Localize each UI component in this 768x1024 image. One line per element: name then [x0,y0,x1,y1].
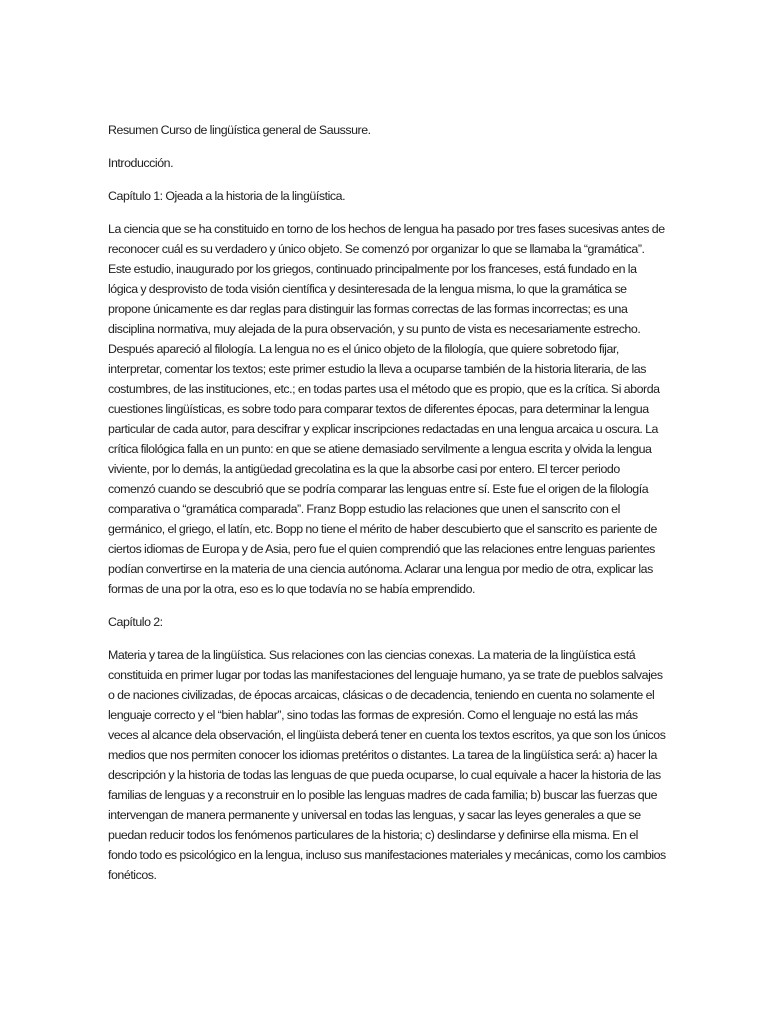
document-title: Resumen Curso de lingüística general de Saussure. [108,123,371,137]
chapter-2-paragraph: Materia y tarea de la lingüística. Sus relaciones con las ciencias conexas. La materia de la lingüística está constituida en primer lugar por todas las manifestaciones del lenguaje humano, ya se trate de pueblos salvajes o de naciones civilizadas, de épocas arcaicas, clásicas o de decadencia, teniendo en cuenta no solamente el lenguaje correcto y el “bien hablar”, sino todas las formas de expresión. Como el lenguaje no está las más veces al alcance dela observación, el lingüista deberá tener en cuenta los textos escritos, ya que son los únicos medios que nos permiten conocer los idiomas pretéritos o distantes. La tarea de la lingüística será: a) hacer la descripción y la historia de todas las lenguas de que pueda ocuparse, lo cual equivale a hacer la historia de las familias de lenguas y a reconstruir en lo posible las lenguas madres de cada familia; b) buscar las fuerzas que intervengan de manera permanente y universal en todas las lenguas, y sacar las leyes generales a que se puedan reducir todos los fenómenos particulares de la historia; c) deslindarse y definirse ella misma. En el fondo todo es psicológico en la lengua, incluso sus manifestaciones materiales y mecánicas, como los cambios fonéticos. [108,648,666,882]
chapter-1-heading: Capítulo 1: Ojeada a la historia de la lingüística. [108,189,346,203]
chapter-1-paragraph: La ciencia que se ha constituido en torno de los hechos de lengua ha pasado por tres fases sucesivas antes de reconocer cuál es su verdadero y único objeto. Se comenzó por organizar lo que se llamaba la “gramática”. Este estudio, inaugurado por los griegos, continuado principalmente por los franceses, está fundado en la lógica y desprovisto de toda visión científica y desinteresada de la lengua misma, lo que la gramática se propone únicamente es dar reglas para distinguir las formas correctas de las formas incorrectas; es una disciplina normativa, muy alejada de la pura observación, y su punto de vista es necesariamente estrecho. Después apareció al filología. La lengua no es el único objeto de la filología, que quiere sobretodo fijar, interpretar, comentar los textos; este primer estudio la lleva a ocuparse también de la historia literaria, de las costumbres, de las instituciones, etc.; en todas partes usa el método que es propio, que es la crítica. Si aborda cuestiones lingüísticas, es sobre todo para comparar textos de diferentes épocas, para determinar la lengua particular de cada autor, para descifrar y explicar inscripciones redactadas en una lengua arcaica u oscura. La crítica filológica falla en un punto: en que se atiene demasiado servilmente a lengua escrita y olvida la lengua viviente, por lo demás, la antigüedad grecolatina es la que la absorbe casi por entero. El tercer periodo comenzó cuando se descubrió que se podría comparar las lenguas entre sí. Este fue el origen de la filología comparativa o “gramática comparada”. Franz Bopp estudio las relaciones que unen el sanscrito con el germánico, el griego, el latín, etc. Bopp no tiene el mérito de haber descubierto que el sanscrito es pariente de ciertos idiomas de Europa y de Asia, pero fue el quien comprendió que las relaciones entre lenguas parientes podían convertirse en la materia de una ciencia autónoma. Aclarar una lengua por medio de otra, explicar las formas de una por la otra, eso es lo que todavía no se había emprendido. [108,222,665,596]
introduction-heading: Introducción. [108,156,174,170]
document-content [108,120,666,898]
chapter-2-heading: Capítulo 2: [108,615,163,629]
